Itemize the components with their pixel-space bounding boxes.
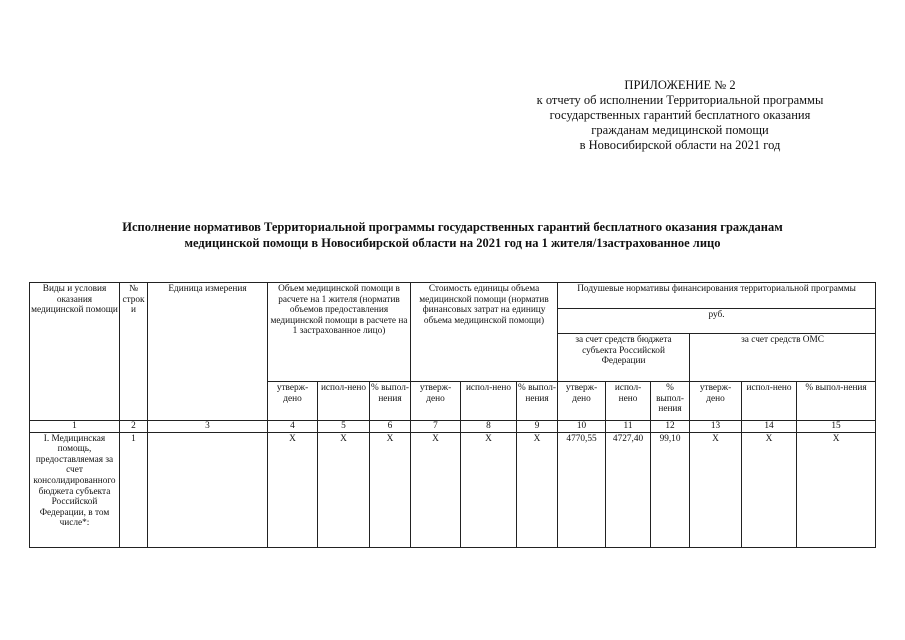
header-executed: испол-нено [742,382,797,421]
column-number: 10 [558,421,606,433]
header-cost: Стоимость единицы объема медицинской помощи (норматив финансовых затрат на единицу объема медицинской помощи) [411,283,558,382]
cell-budget-approved: 4770,55 [558,432,606,547]
norms-table [29,282,876,548]
column-number: 1 [30,421,120,433]
column-number: 2 [120,421,148,433]
appendix-line: в Новосибирской области на 2021 год [579,138,781,152]
row-unit [148,432,268,547]
header-executed: испол-нено [318,382,370,421]
header-percent: % выпол-нения [651,382,690,421]
header-approved: утверж-дено [690,382,742,421]
header-unit: Единица измерения [148,283,268,421]
column-number: 9 [517,421,558,433]
header-per-capita: Подушевые нормативы финансирования территориальной программы [558,283,876,309]
header-percent: % выпол-нения [797,382,876,421]
column-number: 3 [148,421,268,433]
cell-oms-approved: X [690,432,742,547]
cell-cost-percent: X [517,432,558,547]
header-executed: испол-нено [461,382,517,421]
column-number: 14 [742,421,797,433]
column-number: 12 [651,421,690,433]
column-number: 11 [606,421,651,433]
column-number: 7 [411,421,461,433]
header-percent: % выпол-нения [370,382,411,421]
column-number-row [30,421,876,433]
document-title-line: медицинской помощи в Новосибирской области на 2021 год на 1 жителя/1застрахованное лицо [184,236,721,250]
table-row [30,432,876,547]
header-rub: руб. [558,309,876,334]
cell-budget-executed: 4727,40 [606,432,651,547]
row-number: 1 [120,432,148,547]
header-percent: % выпол-нения [517,382,558,421]
cell-oms-percent: X [797,432,876,547]
document-title [30,219,875,251]
appendix-header [440,78,905,153]
document-title-line: Исполнение нормативов Территориальной программы государственных гарантий бесплатного оказания гражданам [122,220,783,234]
cell-oms-executed: X [742,432,797,547]
header-approved: утверж-дено [411,382,461,421]
header-types: Виды и условия оказания медицинской помощи [30,283,120,421]
header-executed: испол-нено [606,382,651,421]
column-number: 8 [461,421,517,433]
appendix-number: ПРИЛОЖЕНИЕ № 2 [624,78,736,92]
header-volume: Объем медицинской помощи в расчете на 1 жителя (норматив объемов предоставления медицинской помощи в расчете на 1 застрахованное лицо) [268,283,411,382]
row-label: I. Медицинская помощь, предоставляемая за счет консолидированного бюджета субъекта Российской Федерации, в том числе*: [30,432,120,547]
appendix-line: государственных гарантий бесплатного оказания [549,108,811,122]
column-number: 6 [370,421,411,433]
header-row [30,283,876,309]
cell-volume-executed: X [318,432,370,547]
header-approved: утверж-дено [558,382,606,421]
cell-cost-executed: X [461,432,517,547]
appendix-line: к отчету об исполнении Территориальной программы [536,93,824,107]
header-oms: за счет средств ОМС [690,334,876,382]
appendix-line: гражданам медицинской помощи [591,123,769,137]
header-budget: за счет средств бюджета субъекта Российской Федерации [558,334,690,382]
column-number: 13 [690,421,742,433]
cell-volume-approved: X [268,432,318,547]
cell-volume-percent: X [370,432,411,547]
column-number: 4 [268,421,318,433]
header-approved: утверж-дено [268,382,318,421]
cell-budget-percent: 99,10 [651,432,690,547]
cell-cost-approved: X [411,432,461,547]
header-row-number: № строк и [120,283,148,421]
column-number: 5 [318,421,370,433]
column-number: 15 [797,421,876,433]
